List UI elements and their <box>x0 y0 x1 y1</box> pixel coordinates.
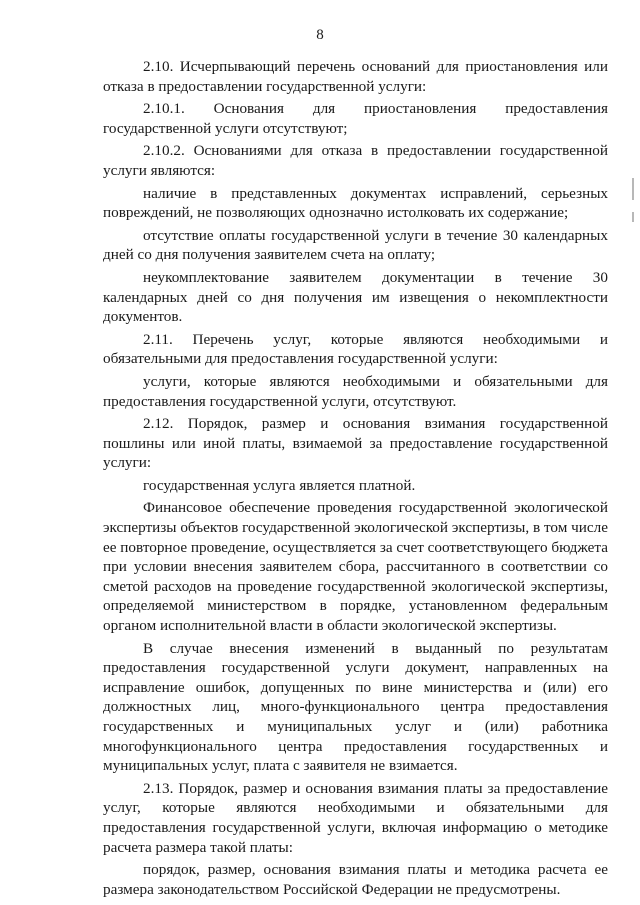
paragraph: 2.11. Перечень услуг, которые являются необходимыми и обязательными для предоставления государственной услуги: <box>103 330 608 368</box>
scan-edge-mark <box>632 212 634 222</box>
page-number: 8 <box>316 27 324 43</box>
paragraph: 2.12. Порядок, размер и основания взимания государственной пошлины или иной платы, взимаемой за предоставление государственной услуги: <box>103 415 608 472</box>
paragraph: 2.10. Исчерпывающий перечень оснований для приостановления или отказа в предоставлении государственной услуги: <box>103 58 608 95</box>
scan-edge-mark <box>632 178 634 200</box>
paragraph: 2.13. Порядок, размер и основания взимания платы за предоставление услуг, которые являются необходимыми и обязательными для предоставления государственной услуги, включая информацию о методике расчета размера такой платы: <box>103 779 608 856</box>
paragraph: порядок, размер, основания взимания платы и методика расчета ее размера законодательством Российской Федерации не предусмотрены. <box>103 861 608 898</box>
paragraph: 2.10.2. Основаниями для отказа в предоставлении государственной услуги являются: <box>103 142 608 179</box>
document-body <box>103 57 608 902</box>
paragraph: наличие в представленных документах исправлений, серьезных повреждений, не позволяющих однозначно истолковать их содержание; <box>103 184 608 222</box>
paragraph: Финансовое обеспечение проведения государственной экологической экспертизы объектов государственной экологической экспертизы, в том числе ее повторное проведение, осуществляется за счет соответствующего бюджета при условии внесения заявителем сбора, рассчитанного в соответствии со сметой расходов на проведение государственной экологической экспертизы, определяемой министерством в порядке, установленном федеральным органом исполнительной власти в области экологической экспертизы. <box>103 499 608 635</box>
paragraph: государственная услуга является платной. <box>143 476 416 494</box>
paragraph: неукомплектование заявителем документации в течение 30 календарных дней со дня получения им извещения о некомплектности документов. <box>103 268 608 326</box>
paragraph: 2.10.1. Основания для приостановления предоставления государственной услуги отсутствуют; <box>103 100 608 137</box>
paragraph: услуги, которые являются необходимыми и обязательными для предоставления государственной услуги, отсутствуют. <box>103 372 608 410</box>
paragraph: отсутствие оплаты государственной услуги в течение 30 календарных дней со дня получения заявителем счета на оплату; <box>103 226 608 264</box>
paragraph: В случае внесения изменений в выданный по результатам предоставления государственной услуги документ, направленных на исправление ошибок, допущенных по вине министерства и (или) его должностных лиц, много-функционального центра предоставления государственных и муниципальных услуг и (или) работника многофункционального центра предоставления государственных и муниципальных услуг, плата с заявителя не взимается. <box>103 639 608 775</box>
